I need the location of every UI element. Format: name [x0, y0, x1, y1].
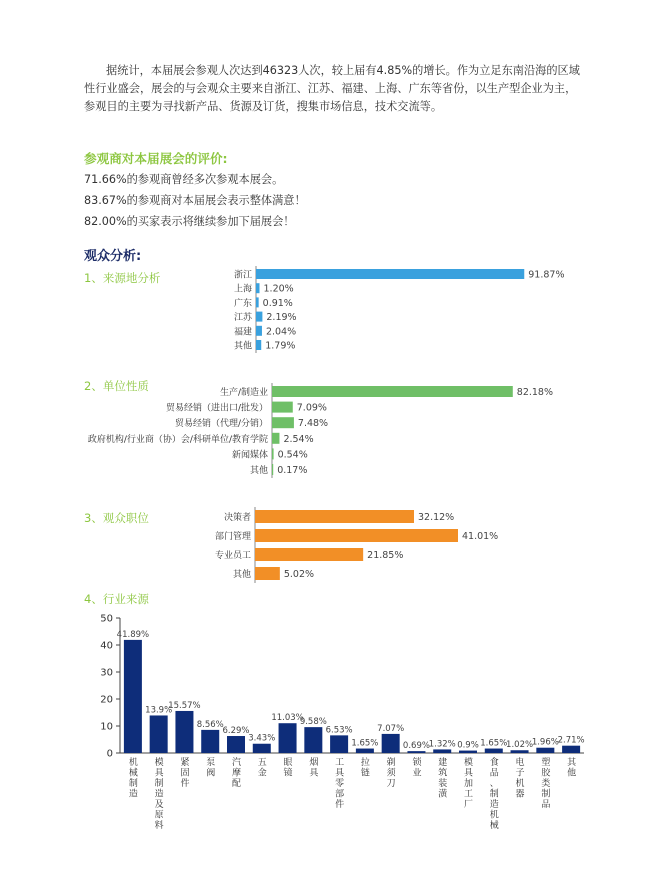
industry-category-label: 食品、制造机械: [489, 758, 499, 831]
industry-bar: [459, 751, 477, 753]
industry-category-label: 眼镜: [283, 758, 293, 779]
industry-value-label: 11.03%: [271, 713, 304, 724]
chart-value-label: 0.54%: [277, 449, 308, 461]
industry-bar: [407, 751, 425, 753]
analysis-heading: 观众分析:: [84, 249, 142, 264]
industry-bar: [433, 749, 451, 753]
industry-value-label: 13.9%: [145, 705, 173, 716]
industry-category-label: 五金: [257, 758, 267, 779]
chart-bar: [256, 312, 262, 322]
industry-category-label: 烟具: [309, 758, 319, 779]
industry-bar: [356, 749, 374, 753]
industry-bar: [201, 730, 219, 753]
industry-bar: [485, 749, 503, 753]
industry-value-label: 15.57%: [168, 700, 201, 711]
evaluation-heading: 参观商对本届展会的评价:: [84, 151, 228, 166]
industry-value-label: 7.07%: [377, 723, 405, 734]
industry-bar: [536, 748, 554, 753]
chart-bar: [255, 567, 280, 580]
industry-bar: [124, 640, 142, 753]
chart-category-label: 其他: [249, 466, 268, 476]
chart-category-label: 其他: [232, 570, 251, 580]
chart-bar: [272, 417, 294, 428]
intro-paragraph: 据统计，本届展会参观人次达到46323人次，较上届有4.85%的增长。作为立足东南沿海的区域性行业盛会，展会的与会观众主要来自浙江、江苏、福建、上海、广东等省份，以生产型企业为主，参观目的主要为寻找新产品、货源及订货，搜集市场信息，技术交流等。: [84, 64, 580, 113]
section-unit-type-title: 2、单位性质: [84, 379, 149, 393]
chart-value-label: 5.02%: [283, 569, 315, 580]
industry-bar: [304, 727, 322, 753]
chart-value-label: 2.04%: [265, 326, 297, 338]
chart-category-label: 专业员工: [214, 551, 251, 561]
industry-category-label: 其他: [567, 758, 577, 779]
chart-category-label: 新闻媒体: [231, 450, 268, 461]
chart-category-label: 福建: [233, 327, 252, 338]
industry-bar: [562, 746, 580, 753]
industry-value-label: 6.29%: [222, 726, 250, 737]
section-industry-title: 4、行业来源: [84, 592, 149, 606]
y-tick-label: 50: [100, 613, 113, 625]
chart-bar: [256, 269, 524, 279]
chart-bar: [255, 510, 414, 523]
chart-category-label: 浙江: [233, 270, 252, 281]
y-tick-label: 30: [100, 667, 113, 679]
chart-category-label: 上海: [233, 284, 252, 295]
industry-value-label: 1.65%: [480, 738, 508, 749]
section-origin-title: 1、来源地分析: [84, 271, 161, 285]
chart-bar: [272, 386, 513, 397]
industry-value-label: 6.53%: [325, 725, 353, 736]
y-tick-label: 10: [100, 721, 113, 733]
industry-bar: [279, 723, 297, 753]
industry-category-label: 锁业: [412, 758, 422, 779]
industry-category-label: 拉链: [360, 758, 370, 779]
y-tick-label: 0: [106, 748, 113, 760]
industry-value-label: 3.43%: [248, 733, 276, 744]
industry-category-label: 工具零部件: [335, 758, 345, 810]
industry-category-label: 机械制造: [128, 758, 138, 800]
chart-value-label: 82.18%: [516, 387, 554, 398]
industry-value-label: 1.02%: [506, 740, 534, 751]
industry-bar: [150, 715, 168, 753]
industry-column-chart: [0, 605, 650, 845]
chart-bar: [256, 297, 259, 307]
industry-value-label: 1.32%: [428, 739, 456, 750]
evaluation-line-3: 82.00%的买家表示将继续参加下届展会！: [84, 215, 295, 228]
chart-bar: [272, 448, 274, 459]
industry-category-label: 汽摩配: [232, 758, 242, 789]
industry-category-label: 电子机器: [515, 758, 525, 800]
chart-category-label: 贸易经销（代理/分销）: [174, 419, 268, 430]
position-bar-chart: [0, 505, 650, 585]
y-tick-label: 40: [100, 640, 113, 652]
industry-category-label: 剃须刀: [386, 758, 396, 789]
chart-category-label: 部门管理: [214, 532, 251, 542]
industry-value-label: 9.58%: [299, 717, 327, 728]
chart-bar: [256, 283, 260, 293]
chart-category-label: 其他: [233, 341, 252, 352]
chart-value-label: 1.20%: [263, 283, 294, 295]
chart-value-label: 41.01%: [461, 531, 499, 542]
chart-value-label: 7.48%: [297, 418, 329, 430]
chart-bar: [256, 326, 262, 336]
industry-value-label: 1.96%: [531, 737, 559, 748]
industry-category-label: 紧固件: [180, 758, 190, 789]
industry-value-label: 8.56%: [196, 719, 224, 730]
chart-value-label: 0.17%: [277, 465, 308, 476]
industry-value-label: 1.65%: [351, 738, 379, 749]
chart-bar: [272, 433, 279, 444]
chart-bar: [272, 402, 293, 413]
chart-category-label: 贸易经销（进出口/批发）: [165, 403, 268, 414]
chart-category-label: 广东: [233, 298, 252, 309]
section-position-title: 3、观众职位: [84, 511, 149, 525]
industry-bar: [330, 735, 348, 753]
chart-value-label: 2.19%: [266, 312, 297, 324]
evaluation-line-2: 83.67%的参观商对本届展会表示整体满意！: [84, 194, 306, 207]
chart-value-label: 91.87%: [528, 269, 565, 281]
evaluation-line-1: 71.66%的参观商曾经多次参观本展会。: [84, 173, 284, 186]
industry-value-label: 41.89%: [116, 629, 150, 640]
chart-value-label: 2.54%: [283, 433, 314, 445]
chart-value-label: 0.91%: [262, 297, 293, 309]
industry-value-label: 2.71%: [557, 735, 585, 746]
unit-type-bar-chart: [0, 380, 650, 480]
industry-bar: [253, 744, 271, 753]
industry-bar: [511, 750, 529, 753]
chart-value-label: 1.79%: [265, 340, 296, 352]
chart-bar: [256, 340, 261, 350]
industry-category-label: 建筑装潢: [438, 758, 448, 800]
chart-category-label: 政府机构/行业商（协）会/科研单位/教育学院: [87, 434, 268, 445]
chart-category-label: 决策者: [223, 513, 251, 523]
chart-category-label: 生产/制造业: [219, 388, 268, 398]
industry-bar: [227, 736, 245, 753]
industry-value-label: 0.9%: [457, 740, 479, 751]
origin-bar-chart: [0, 260, 650, 360]
chart-bar: [272, 464, 273, 475]
chart-bar: [255, 529, 458, 542]
chart-value-label: 32.12%: [417, 512, 455, 523]
chart-value-label: 21.85%: [367, 550, 404, 561]
industry-bar: [382, 734, 400, 753]
industry-category-label: 模具制造及原料: [154, 758, 164, 831]
chart-bar: [255, 548, 363, 561]
chart-category-label: 江苏: [233, 313, 252, 324]
chart-value-label: 7.09%: [296, 402, 327, 414]
industry-category-label: 塑胶类制品: [541, 758, 551, 810]
industry-bar: [175, 711, 193, 753]
industry-category-label: 泵阀: [206, 758, 216, 779]
industry-category-label: 模具加工厂: [464, 758, 474, 810]
industry-value-label: 0.69%: [402, 741, 430, 752]
y-tick-label: 20: [100, 694, 113, 706]
